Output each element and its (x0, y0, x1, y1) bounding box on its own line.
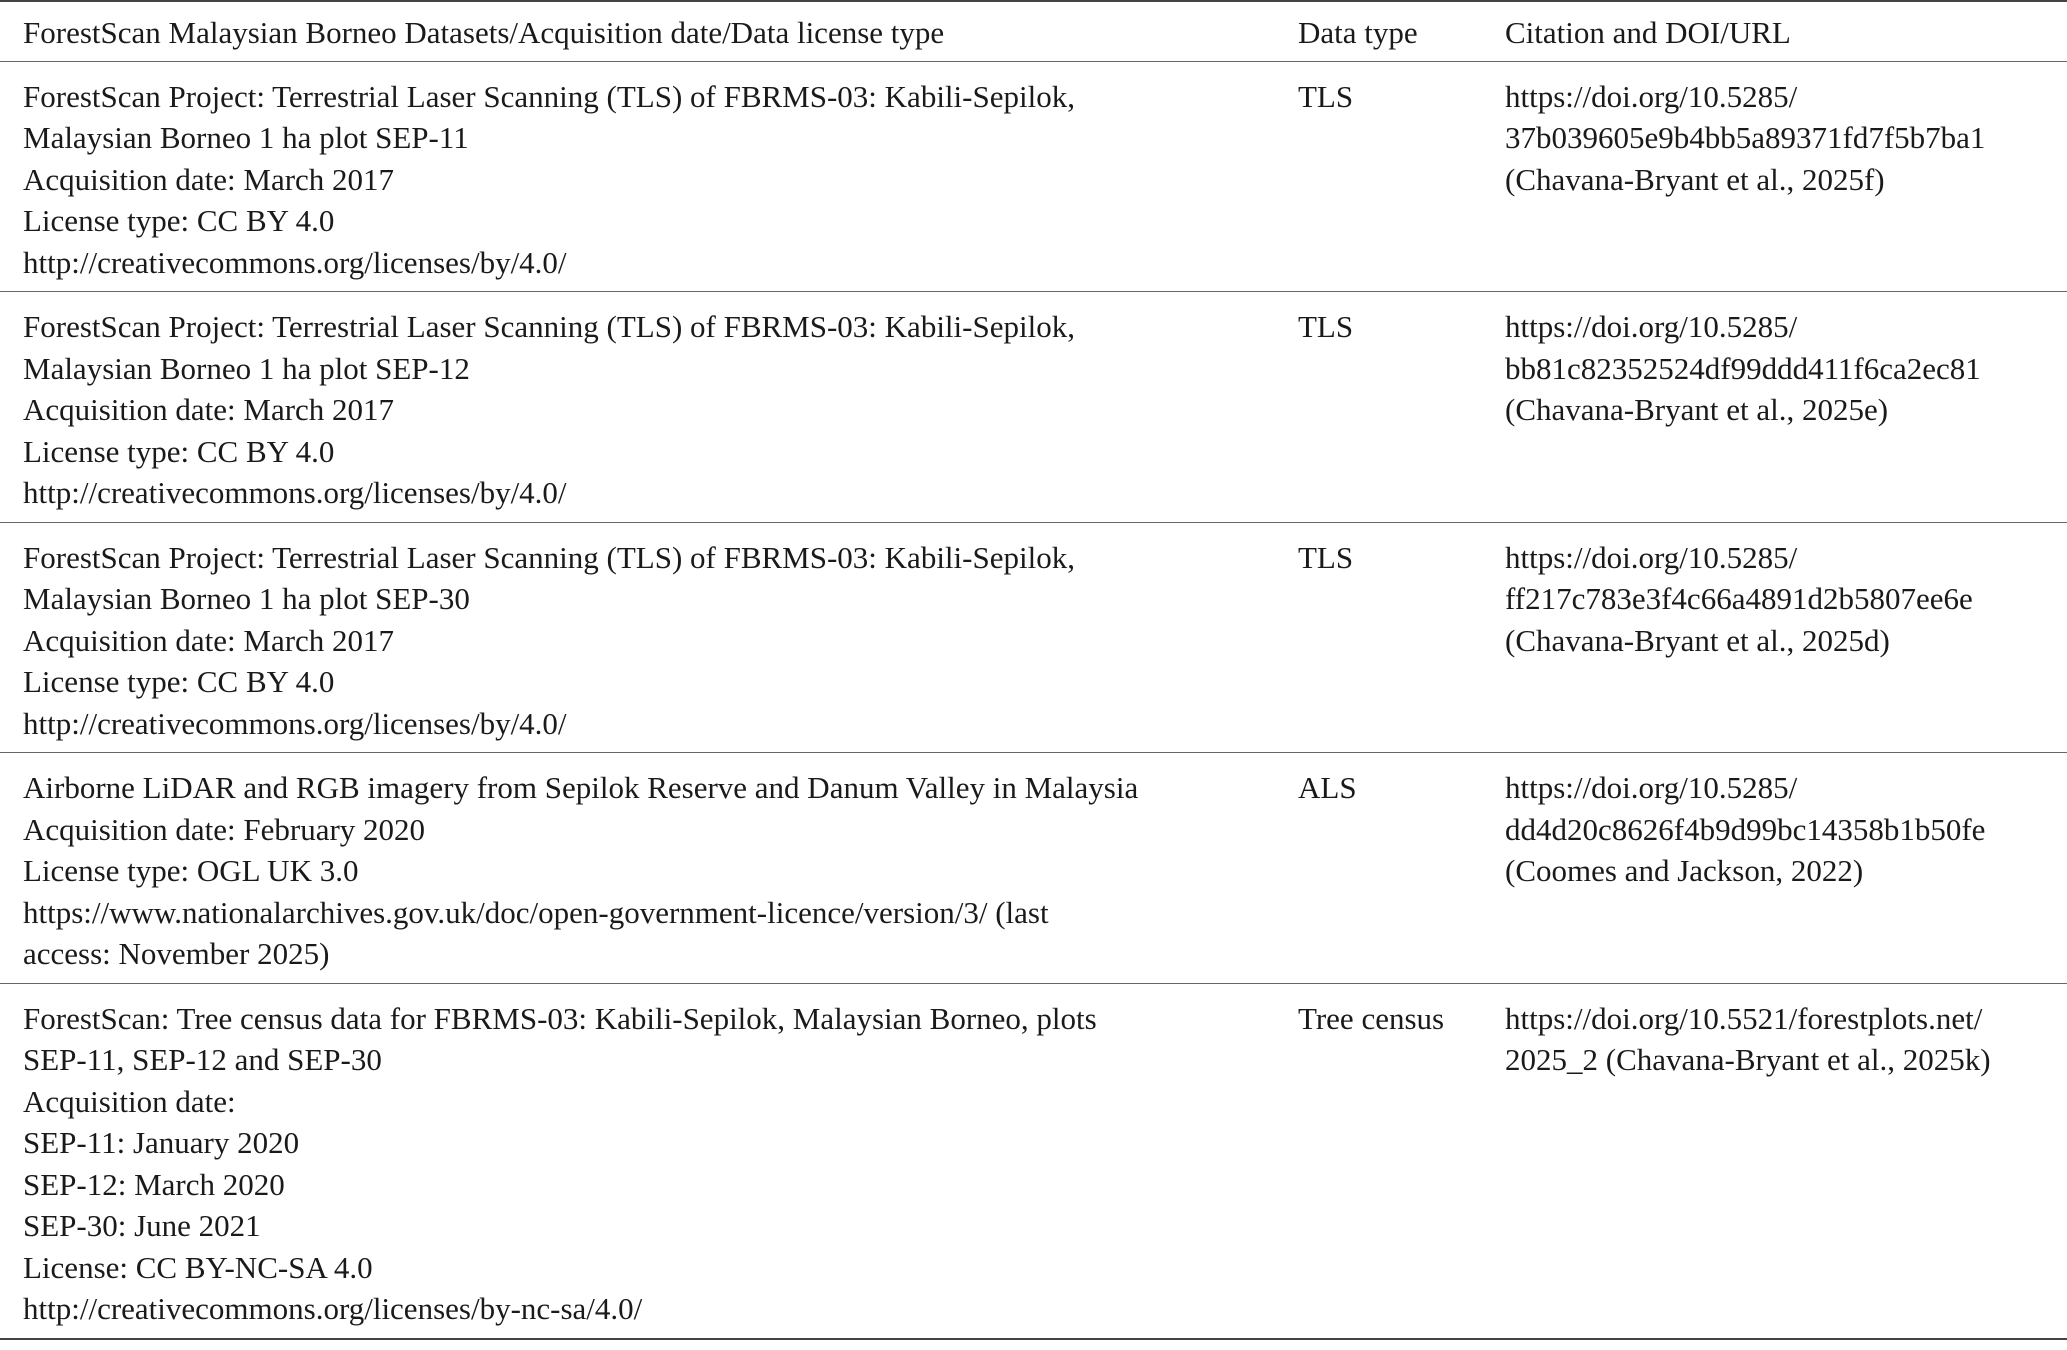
citation-cell (1505, 753, 2067, 984)
doi-link[interactable]: dd4d20c8626f4b9d99bc14358b1b50fe (1505, 811, 1986, 847)
citation-cell (1505, 292, 2067, 523)
citation-text: 2025_2 (Chavana-Bryant et al., 2025k) (1505, 1042, 1991, 1077)
dataset-line: Malaysian Borneo 1 ha plot SEP-11 (23, 120, 469, 155)
dataset-cell (0, 61, 1298, 292)
license-link[interactable]: https://www.nationalarchives.gov.uk/doc/open-government-licence/version/3/ (last (23, 894, 1049, 930)
header-data-type: Data type (1298, 15, 1418, 50)
dataset-line: License type: OGL UK 3.0 (23, 853, 359, 888)
dataset-line: SEP-12: March 2020 (23, 1166, 285, 1202)
citation-text: (Coomes and Jackson, 2022) (1505, 853, 1864, 888)
dataset-line: ForestScan Project: Terrestrial Laser Scanning (TLS) of FBRMS-03: Kabili-Sepilok, (23, 78, 1075, 114)
citation-cell (1505, 522, 2067, 753)
dataset-line: ForestScan Project: Terrestrial Laser Scanning (TLS) of FBRMS-03: Kabili-Sepilok, (23, 539, 1075, 575)
doi-link[interactable]: https://doi.org/10.5521/forestplots.net/ (1505, 1000, 1983, 1036)
doi-link[interactable]: ff217c783e3f4c66a4891d2b5807ee6e (1505, 581, 1973, 616)
dataset-line: License type: CC BY 4.0 (23, 203, 335, 238)
header-row (0, 1, 2067, 61)
license-link[interactable]: http://creativecommons.org/licenses/by/4.0/ (23, 244, 567, 280)
doi-link[interactable]: https://doi.org/10.5285/ (1505, 770, 1798, 805)
license-link[interactable]: http://creativecommons.org/licenses/by/4.0/ (23, 475, 567, 510)
doi-link[interactable]: 37b039605e9b4bb5a89371fd7f5b7ba1 (1505, 120, 1986, 155)
dataset-cell (0, 753, 1298, 984)
dataset-cell (0, 983, 1298, 1339)
dataset-line: Acquisition date: March 2017 (23, 622, 395, 658)
header-datasets: ForestScan Malaysian Borneo Datasets/Acquisition date/Data license type (23, 15, 945, 50)
dataset-line: Acquisition date: March 2017 (23, 392, 395, 427)
data-type-cell: TLS (1298, 309, 1354, 344)
dataset-cell (0, 292, 1298, 523)
data-type-cell: Tree census (1298, 1000, 1445, 1036)
dataset-line: SEP-30: June 2021 (23, 1208, 261, 1243)
doi-link[interactable]: https://doi.org/10.5285/ (1505, 309, 1798, 344)
doi-link[interactable]: bb81c82352524df99ddd411f6ca2ec81 (1505, 350, 1981, 386)
dataset-line: License type: CC BY 4.0 (23, 433, 335, 469)
license-link[interactable]: http://creativecommons.org/licenses/by-nc-sa/4.0/ (23, 1291, 643, 1326)
table-row (0, 522, 2067, 753)
dataset-line: ForestScan: Tree census data for FBRMS-03: Kabili-Sepilok, Malaysian Borneo, plots (23, 1000, 1097, 1036)
table-row (0, 753, 2067, 984)
dataset-line: Malaysian Borneo 1 ha plot SEP-30 (23, 581, 470, 616)
dataset-line: License type: CC BY 4.0 (23, 664, 335, 699)
doi-link[interactable]: https://doi.org/10.5285/ (1505, 539, 1798, 575)
dataset-line: Acquisition date: February 2020 (23, 811, 426, 847)
table-row (0, 61, 2067, 292)
dataset-line: SEP-11, SEP-12 and SEP-30 (23, 1042, 382, 1077)
dataset-line: SEP-11: January 2020 (23, 1125, 300, 1160)
dataset-line: ForestScan Project: Terrestrial Laser Scanning (TLS) of FBRMS-03: Kabili-Sepilok, (23, 309, 1075, 344)
doi-link[interactable]: https://doi.org/10.5285/ (1505, 78, 1798, 114)
citation-cell (1505, 61, 2067, 292)
license-link[interactable]: http://creativecommons.org/licenses/by/4.0/ (23, 705, 567, 741)
dataset-cell (0, 522, 1298, 753)
dataset-line: Malaysian Borneo 1 ha plot SEP-12 (23, 350, 470, 386)
table-row (0, 983, 2067, 1339)
table-row (0, 292, 2067, 523)
dataset-line: Acquisition date: (23, 1083, 236, 1119)
dataset-line: Airborne LiDAR and RGB imagery from Sepilok Reserve and Danum Valley in Malaysia (23, 770, 1139, 805)
citation-cell (1505, 983, 2067, 1339)
data-type-cell: TLS (1298, 539, 1354, 575)
data-type-cell: TLS (1298, 78, 1354, 114)
dataset-line: Acquisition date: March 2017 (23, 161, 395, 197)
dataset-line: access: November 2025) (23, 936, 330, 971)
header-citation: Citation and DOI/URL (1505, 15, 1791, 50)
citation-text: (Chavana-Bryant et al., 2025f) (1505, 161, 1885, 197)
citation-text: (Chavana-Bryant et al., 2025e) (1505, 392, 1889, 427)
data-type-cell: ALS (1298, 770, 1357, 805)
dataset-line: License: CC BY-NC-SA 4.0 (23, 1249, 373, 1285)
citation-text: (Chavana-Bryant et al., 2025d) (1505, 622, 1890, 658)
